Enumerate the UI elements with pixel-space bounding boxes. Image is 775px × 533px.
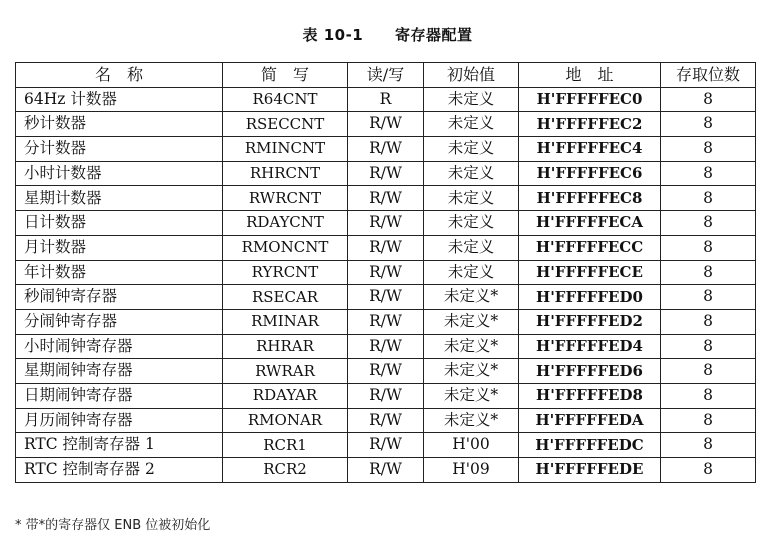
register-table — [15, 62, 756, 483]
register-name-cell: 星期闹钟寄存器 — [16, 359, 223, 384]
register-name-cell: RTC 控制寄存器 2 — [16, 458, 223, 483]
initial-value-cell: 未定义 — [424, 235, 519, 260]
register-address-cell: H'FFFFFED4 — [519, 334, 661, 359]
register-abbreviation-cell: RMINCNT — [223, 137, 348, 162]
initial-value-cell: 未定义* — [424, 334, 519, 359]
initial-value-cell: 未定义 — [424, 112, 519, 137]
access-size-cell: 8 — [661, 383, 756, 408]
register-address-cell: H'FFFFFECA — [519, 211, 661, 236]
register-name-cell: 日期闹钟寄存器 — [16, 383, 223, 408]
table-row — [16, 285, 756, 310]
register-name-cell: 年计数器 — [16, 260, 223, 285]
access-size-cell: 8 — [661, 211, 756, 236]
table-row — [16, 408, 756, 433]
read-write-cell: R/W — [348, 235, 424, 260]
register-name-cell: RTC 控制寄存器 1 — [16, 433, 223, 458]
register-abbreviation-cell: RCR2 — [223, 458, 348, 483]
register-name-cell: 月历闹钟寄存器 — [16, 408, 223, 433]
initial-value-cell: 未定义 — [424, 161, 519, 186]
register-address-cell: H'FFFFFEC4 — [519, 137, 661, 162]
initial-value-cell: 未定义 — [424, 137, 519, 162]
table-row — [16, 359, 756, 384]
access-size-cell: 8 — [661, 458, 756, 483]
read-write-cell: R/W — [348, 260, 424, 285]
register-abbreviation-cell: RCR1 — [223, 433, 348, 458]
access-size-cell: 8 — [661, 433, 756, 458]
access-size-cell: 8 — [661, 112, 756, 137]
initial-value-cell: 未定义* — [424, 309, 519, 334]
read-write-cell: R/W — [348, 137, 424, 162]
read-write-cell: R/W — [348, 433, 424, 458]
access-size-cell: 8 — [661, 359, 756, 384]
register-abbreviation-cell: RHRCNT — [223, 161, 348, 186]
access-size-cell: 8 — [661, 235, 756, 260]
register-address-cell: H'FFFFFECC — [519, 235, 661, 260]
header-abbreviation: 简 写 — [223, 63, 348, 88]
table-row — [16, 260, 756, 285]
header-initial-value: 初始值 — [424, 63, 519, 88]
register-abbreviation-cell: RYRCNT — [223, 260, 348, 285]
table-row — [16, 161, 756, 186]
table-row — [16, 186, 756, 211]
register-table-header — [16, 63, 756, 88]
register-abbreviation-cell: RMONCNT — [223, 235, 348, 260]
register-abbreviation-cell: R64CNT — [223, 87, 348, 112]
access-size-cell: 8 — [661, 285, 756, 310]
register-address-cell: H'FFFFFECE — [519, 260, 661, 285]
register-address-cell: H'FFFFFEDE — [519, 458, 661, 483]
register-name-cell: 月计数器 — [16, 235, 223, 260]
table-row — [16, 235, 756, 260]
access-size-cell: 8 — [661, 137, 756, 162]
initial-value-cell: 未定义 — [424, 87, 519, 112]
table-title: 寄存器配置 — [394, 26, 473, 44]
register-abbreviation-cell: RWRCNT — [223, 186, 348, 211]
table-row — [16, 137, 756, 162]
initial-value-cell: 未定义* — [424, 285, 519, 310]
read-write-cell: R/W — [348, 285, 424, 310]
register-abbreviation-cell: RDAYAR — [223, 383, 348, 408]
initial-value-cell: H'09 — [424, 458, 519, 483]
register-address-cell: H'FFFFFEC8 — [519, 186, 661, 211]
table-row — [16, 309, 756, 334]
initial-value-cell: 未定义 — [424, 211, 519, 236]
initial-value-cell: H'00 — [424, 433, 519, 458]
register-abbreviation-cell: RDAYCNT — [223, 211, 348, 236]
read-write-cell: R/W — [348, 211, 424, 236]
register-name-cell: 分计数器 — [16, 137, 223, 162]
register-abbreviation-cell: RMINAR — [223, 309, 348, 334]
table-number: 表 10-1 — [302, 26, 364, 44]
access-size-cell: 8 — [661, 309, 756, 334]
table-row — [16, 211, 756, 236]
access-size-cell: 8 — [661, 260, 756, 285]
register-address-cell: H'FFFFFEC6 — [519, 161, 661, 186]
register-table-body — [16, 87, 756, 482]
register-name-cell: 秒计数器 — [16, 112, 223, 137]
header-read-write: 读/写 — [348, 63, 424, 88]
table-caption — [0, 24, 775, 45]
read-write-cell: R/W — [348, 359, 424, 384]
register-name-cell: 日计数器 — [16, 211, 223, 236]
register-name-cell: 64Hz 计数器 — [16, 87, 223, 112]
read-write-cell: R/W — [348, 383, 424, 408]
header-address: 地 址 — [519, 63, 661, 88]
read-write-cell: R — [348, 87, 424, 112]
register-address-cell: H'FFFFFED6 — [519, 359, 661, 384]
register-address-cell: H'FFFFFED2 — [519, 309, 661, 334]
table-row — [16, 334, 756, 359]
access-size-cell: 8 — [661, 161, 756, 186]
register-abbreviation-cell: RMONAR — [223, 408, 348, 433]
initial-value-cell: 未定义 — [424, 260, 519, 285]
header-row — [16, 63, 756, 88]
register-abbreviation-cell: RWRAR — [223, 359, 348, 384]
access-size-cell: 8 — [661, 408, 756, 433]
initial-value-cell: 未定义* — [424, 359, 519, 384]
access-size-cell: 8 — [661, 334, 756, 359]
read-write-cell: R/W — [348, 458, 424, 483]
table-row — [16, 433, 756, 458]
register-address-cell: H'FFFFFED8 — [519, 383, 661, 408]
register-name-cell: 小时计数器 — [16, 161, 223, 186]
footnote: * 带*的寄存器仅 ENB 位被初始化 — [15, 518, 211, 533]
register-address-cell: H'FFFFFED0 — [519, 285, 661, 310]
header-access-size: 存取位数 — [661, 63, 756, 88]
access-size-cell: 8 — [661, 186, 756, 211]
header-name: 名 称 — [16, 63, 223, 88]
initial-value-cell: 未定义 — [424, 186, 519, 211]
initial-value-cell: 未定义* — [424, 408, 519, 433]
read-write-cell: R/W — [348, 112, 424, 137]
table-row — [16, 112, 756, 137]
table-row — [16, 87, 756, 112]
register-name-cell: 星期计数器 — [16, 186, 223, 211]
register-address-cell: H'FFFFFEDC — [519, 433, 661, 458]
register-abbreviation-cell: RHRAR — [223, 334, 348, 359]
read-write-cell: R/W — [348, 186, 424, 211]
read-write-cell: R/W — [348, 309, 424, 334]
read-write-cell: R/W — [348, 161, 424, 186]
register-abbreviation-cell: RSECAR — [223, 285, 348, 310]
initial-value-cell: 未定义* — [424, 383, 519, 408]
register-address-cell: H'FFFFFEDA — [519, 408, 661, 433]
register-address-cell: H'FFFFFEC2 — [519, 112, 661, 137]
register-name-cell: 分闹钟寄存器 — [16, 309, 223, 334]
register-address-cell: H'FFFFFEC0 — [519, 87, 661, 112]
access-size-cell: 8 — [661, 87, 756, 112]
register-name-cell: 秒闹钟寄存器 — [16, 285, 223, 310]
read-write-cell: R/W — [348, 408, 424, 433]
register-name-cell: 小时闹钟寄存器 — [16, 334, 223, 359]
table-row — [16, 458, 756, 483]
read-write-cell: R/W — [348, 334, 424, 359]
register-abbreviation-cell: RSECCNT — [223, 112, 348, 137]
table-row — [16, 383, 756, 408]
